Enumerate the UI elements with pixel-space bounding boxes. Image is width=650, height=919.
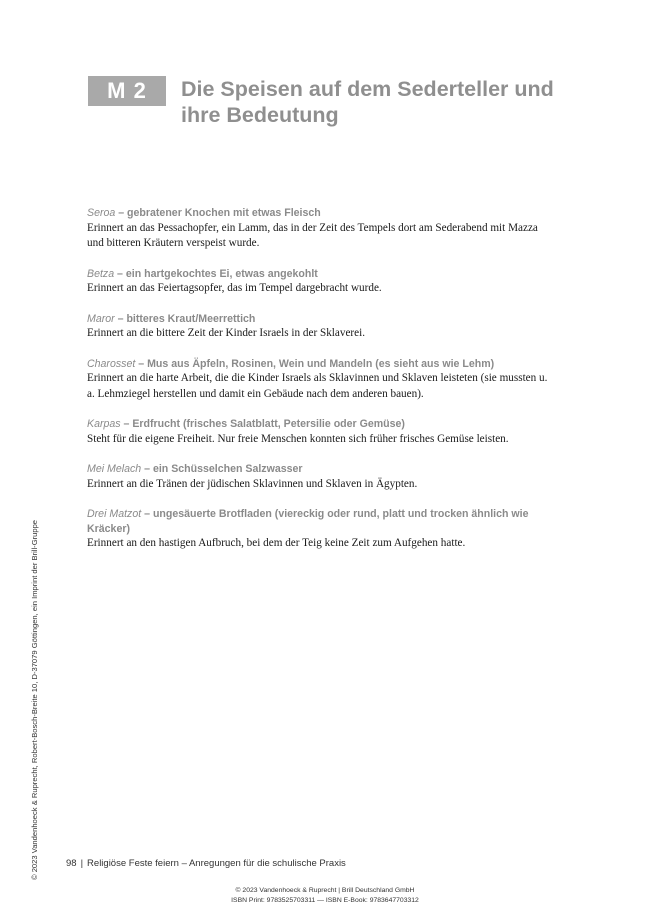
item-heading-text: – gebratener Knochen mit etwas Fleisch xyxy=(115,207,321,219)
worksheet-header xyxy=(88,76,561,128)
item-heading-text: – bitteres Kraut/Meerrettich xyxy=(114,312,256,325)
item-name: Betza xyxy=(87,267,115,280)
imprint xyxy=(0,886,650,906)
item-name: Drei Matzot xyxy=(87,508,142,520)
side-copyright-note: © 2023 Vandenhoeck & Ruprecht, Robert-Bosch-Breite 10, D-37079 Göttingen, ein Imprint der Brill-Gruppe xyxy=(30,519,39,880)
material-badge: M 2 xyxy=(88,76,166,106)
book-title: Religiöse Feste feiern – Anregungen für die schulische Praxis xyxy=(87,858,346,869)
isbn-line: ISBN Print: 9783525703311 — ISBN E-Book: 9783647703312 xyxy=(231,897,419,904)
item-heading xyxy=(87,312,557,327)
item-heading-text: – Mus aus Äpfeln, Rosinen, Wein und Mandeln (es sieht aus wie Lehm) xyxy=(135,357,495,370)
list-item xyxy=(87,507,557,552)
food-list xyxy=(87,206,557,567)
item-name: Karpas xyxy=(87,418,121,430)
item-name: Charosset xyxy=(87,357,136,370)
list-item xyxy=(87,462,557,492)
item-description: Steht für die eigene Freiheit. Nur freie Menschen konnten sich früher frisches Gemüse leisten. xyxy=(87,432,509,445)
page-footer xyxy=(66,858,346,869)
item-heading-text: – Erdfrucht (frisches Salatblatt, Petersilie oder Gemüse) xyxy=(120,418,405,430)
item-heading-text: – ein hartgekochtes Ei, etwas angekohlt xyxy=(114,267,318,280)
item-heading xyxy=(87,507,557,536)
item-heading-text: – ungesäuerte Brotfladen (viereckig oder rund, platt und trocken ähnlich wie Kräcker) xyxy=(87,508,529,535)
item-description: Erinnert an die bittere Zeit der Kinder Israels in der Sklaverei. xyxy=(87,327,366,339)
item-description: Erinnert an die Tränen der jüdischen Sklavinnen und Sklaven in Ägypten. xyxy=(87,477,418,490)
item-description: Erinnert an den hastigen Aufbruch, bei dem der Teig keine Zeit zum Aufgehen hatte. xyxy=(87,537,466,549)
item-description: Erinnert an das Feiertagsopfer, das im Tempel dargebracht wurde. xyxy=(87,282,382,294)
list-item xyxy=(87,357,557,403)
item-name: Maror xyxy=(87,312,115,325)
item-heading xyxy=(87,462,557,477)
item-heading-text: – ein Schüsselchen Salzwasser xyxy=(141,463,303,475)
imprint-line: © 2023 Vandenhoeck & Ruprecht | Brill Deutschland GmbH xyxy=(235,887,415,894)
footer-separator: | xyxy=(80,858,84,869)
item-name: Seroa xyxy=(87,207,116,219)
item-description: Erinnert an die harte Arbeit, die die Kinder Israels als Sklavinnen und Sklaven leisteten (sie mussten u. a. Lehmziegel herstellen und damit ein Gebäude nach dem anderen bauen). xyxy=(87,372,548,400)
item-description: Erinnert an das Pessachopfer, ein Lamm, das in der Zeit des Tempels dort am Sederabend mit Mazza und bitteren Kräutern verspeist wurde. xyxy=(87,221,538,249)
item-heading xyxy=(87,267,557,282)
page-number: 98 xyxy=(66,858,77,869)
item-heading xyxy=(87,206,557,221)
list-item xyxy=(87,417,557,447)
item-name: Mei Melach xyxy=(87,463,142,475)
page-title: Die Speisen auf dem Sederteller und ihre Bedeutung xyxy=(181,77,554,127)
list-item xyxy=(87,312,557,342)
item-heading xyxy=(87,417,557,432)
list-item xyxy=(87,267,557,297)
list-item xyxy=(87,206,557,252)
item-heading xyxy=(87,357,557,372)
